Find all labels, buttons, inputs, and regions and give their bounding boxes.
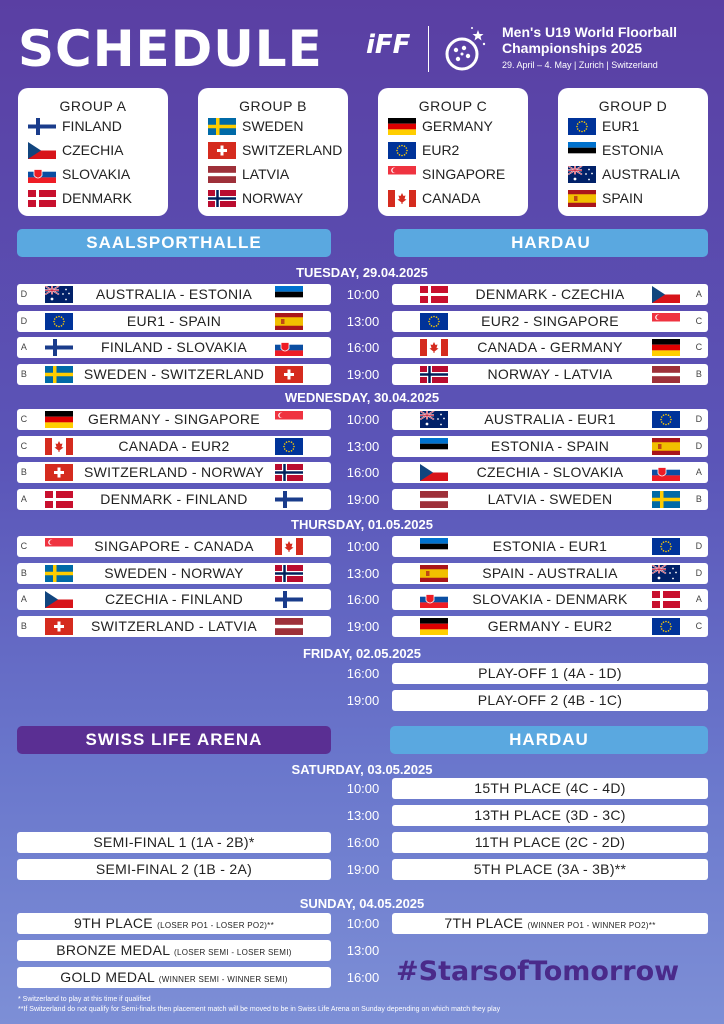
flag-de-icon (45, 411, 73, 428)
match-group: B (695, 368, 703, 379)
group-team (558, 162, 708, 186)
group-team (558, 138, 708, 162)
group-team (558, 114, 708, 138)
flag-sk-icon (28, 166, 56, 183)
group-title: GROUP D (598, 98, 668, 114)
group-team (18, 186, 168, 210)
match-label: SWITZERLAND - LATVIA (91, 617, 257, 634)
group-team (198, 138, 348, 162)
match-group: D (20, 289, 28, 299)
match-label: SINGAPORE - CANADA (94, 538, 254, 554)
match-label-main: 7TH PLACE (444, 915, 528, 931)
flag-ch-icon (208, 142, 236, 159)
flag-sg-icon (388, 166, 416, 183)
match-label: DENMARK - CZECHIA (475, 286, 625, 302)
flag-fi-icon (28, 118, 56, 135)
match-label: ESTONIA - SPAIN (490, 437, 610, 454)
match-time: 19:00 (346, 366, 380, 382)
team-name: DENMARK (62, 190, 133, 206)
flag-sg-icon (275, 411, 303, 428)
match-label-detail: (WINNER SEMI - WINNER SEMI) (158, 975, 288, 984)
match-label (17, 967, 331, 990)
flag-fi-icon (275, 591, 303, 608)
venue-hardau: HARDAU (394, 229, 708, 257)
flag-no-icon (420, 366, 448, 383)
logo-divider (428, 26, 429, 72)
match-row (17, 311, 331, 332)
iff-logo: iFF (366, 30, 411, 60)
flag-de-icon (388, 118, 416, 135)
flag-cz-icon (652, 286, 680, 303)
match-label: 15TH PLACE (4C - 4D) (474, 780, 626, 796)
flag-cz-icon (420, 464, 448, 481)
match-label: EUR1 - SPAIN (126, 312, 222, 329)
match-row (392, 311, 708, 332)
group-card (558, 88, 708, 216)
flag-dk-icon (652, 591, 680, 608)
match-label: LATVIA - SWEDEN (487, 490, 613, 507)
groups-panel (18, 88, 708, 216)
match-time: 19:00 (346, 618, 380, 634)
match-row (17, 462, 331, 483)
match-row (392, 663, 708, 684)
match-time: 10:00 (346, 287, 380, 302)
flag-de-icon (652, 339, 680, 356)
flag-ee-icon (568, 142, 596, 159)
match-time: 16:00 (346, 666, 380, 681)
venue-saalsporthalle: SAALSPORTHALLE (17, 229, 331, 257)
match-group: C (20, 541, 28, 551)
match-group: A (695, 467, 703, 477)
flag-sk-icon (420, 591, 448, 608)
flag-se-icon (45, 565, 73, 582)
match-row (17, 409, 331, 430)
team-name: CZECHIA (62, 142, 124, 158)
match-time: 10:00 (346, 412, 380, 427)
match-time: 13:00 (346, 943, 380, 958)
match-time: 16:00 (346, 592, 380, 607)
footnote-1: * Switzerland to play at this time if qualified (18, 996, 151, 1003)
match-label (392, 913, 708, 936)
group-team (198, 114, 348, 138)
match-row (392, 690, 708, 711)
group-team (18, 114, 168, 138)
match-group: D (695, 440, 703, 451)
group-title: GROUP A (59, 98, 127, 114)
team-name: EUR1 (602, 118, 640, 134)
match-row (392, 462, 708, 483)
flag-eu-icon (275, 438, 303, 455)
flag-no-icon (275, 464, 303, 481)
flag-au-icon (420, 411, 448, 428)
flag-sk-icon (275, 339, 303, 356)
match-label: GERMANY - SINGAPORE (88, 411, 260, 427)
match-time: 10:00 (346, 781, 380, 796)
match-label (17, 940, 331, 963)
venue-hardau-2: HARDAU (390, 726, 708, 754)
match-group: C (695, 342, 703, 352)
match-label: SLOVAKIA - DENMARK (472, 591, 628, 607)
flag-sg-icon (652, 313, 680, 330)
flag-es-icon (652, 438, 680, 455)
group-card (18, 88, 168, 216)
match-label: SWEDEN - SWITZERLAND (83, 365, 265, 382)
flag-ca-icon (275, 538, 303, 555)
match-row (392, 337, 708, 358)
match-time: 10:00 (346, 916, 380, 931)
match-time: 13:00 (346, 808, 380, 823)
match-group: C (695, 620, 703, 631)
match-label: FINLAND - SLOVAKIA (101, 339, 247, 355)
match-row (392, 616, 708, 637)
flag-de-icon (420, 618, 448, 635)
page-title: SCHEDULE (18, 20, 323, 78)
day-header: THURSDAY, 01.05.2025 (291, 517, 433, 532)
match-label: ESTONIA - EUR1 (492, 538, 608, 554)
team-name: AUSTRALIA (602, 166, 680, 182)
flag-eu-icon (568, 118, 596, 135)
team-name: SINGAPORE (422, 166, 506, 182)
match-row (392, 364, 708, 385)
flag-ch-icon (45, 464, 73, 481)
match-time: 19:00 (346, 693, 380, 708)
match-time: 19:00 (346, 862, 380, 877)
venue-swiss-life-arena: SWISS LIFE ARENA (17, 726, 331, 754)
match-label: SPAIN - AUSTRALIA (482, 564, 618, 581)
group-team (558, 186, 708, 210)
match-label-detail: (LOSER SEMI - LOSER SEMI) (173, 948, 292, 957)
match-row (392, 805, 708, 826)
match-time: 13:00 (346, 565, 380, 581)
match-group: A (695, 289, 703, 299)
flag-lv-icon (275, 618, 303, 635)
flag-au-icon (652, 565, 680, 582)
match-row (392, 778, 708, 799)
match-time: 16:00 (346, 465, 380, 480)
flag-lv-icon (208, 166, 236, 183)
match-row (17, 563, 331, 584)
match-label: SEMI-FINAL 2 (1B - 2A) (95, 861, 253, 877)
event-subtitle: 29. April – 4. May | Zurich | Switzerland (502, 60, 658, 70)
team-name: EUR2 (422, 142, 460, 158)
flag-cz-icon (45, 591, 73, 608)
match-label: DENMARK - FINLAND (100, 490, 248, 507)
match-label: SWITZERLAND - NORWAY (84, 464, 264, 480)
match-time: 16:00 (346, 835, 380, 850)
match-group: B (20, 467, 28, 477)
group-team (18, 162, 168, 186)
match-label: SWEDEN - NORWAY (104, 564, 244, 581)
match-label: CZECHIA - SLOVAKIA (476, 464, 624, 480)
flag-sg-icon (45, 538, 73, 555)
match-label-detail: (WINNER PO1 - WINNER PO2)** (527, 921, 656, 930)
flag-se-icon (208, 118, 236, 135)
match-label: NORWAY - LATVIA (487, 365, 613, 382)
flag-no-icon (275, 565, 303, 582)
match-row (392, 436, 708, 457)
match-label: CANADA - GERMANY (477, 339, 623, 355)
match-row (17, 489, 331, 510)
flag-eu-icon (652, 618, 680, 635)
group-team (198, 162, 348, 186)
flag-se-icon (652, 491, 680, 508)
floorball-icon (440, 26, 488, 74)
flag-eu-icon (388, 142, 416, 159)
match-row (17, 436, 331, 457)
flag-eu-icon (652, 538, 680, 555)
match-label (17, 913, 331, 936)
team-name: SLOVAKIA (62, 166, 131, 182)
day-header: TUESDAY, 29.04.2025 (296, 265, 428, 280)
flag-ca-icon (420, 339, 448, 356)
match-row (17, 859, 331, 880)
match-label: 11TH PLACE (2C - 2D) (474, 834, 626, 850)
match-label: AUSTRALIA - EUR1 (484, 411, 616, 427)
match-row (392, 589, 708, 610)
match-group: B (20, 368, 28, 379)
match-group: B (695, 493, 703, 504)
event-title: Men's U19 World Floorball Championships 2025 (502, 24, 677, 56)
group-team (18, 138, 168, 162)
match-row (17, 832, 331, 853)
match-time: 16:00 (346, 970, 380, 985)
flag-ee-icon (275, 286, 303, 303)
match-label: AUSTRALIA - ESTONIA (95, 286, 253, 302)
group-team (378, 162, 528, 186)
match-row (392, 536, 708, 557)
match-label: EUR2 - SINGAPORE (481, 312, 619, 329)
flag-fi-icon (275, 491, 303, 508)
match-group: A (20, 594, 28, 604)
match-label: SEMI-FINAL 1 (1A - 2B)* (93, 834, 255, 850)
flag-sk-icon (652, 464, 680, 481)
flag-cz-icon (28, 142, 56, 159)
match-label-main: GOLD MEDAL (60, 969, 159, 985)
match-group: A (695, 594, 703, 604)
day-header: SUNDAY, 04.05.2025 (299, 896, 425, 911)
flag-es-icon (568, 190, 596, 207)
match-label: 13TH PLACE (3D - 3C) (474, 807, 626, 823)
flag-au-icon (45, 286, 73, 303)
flag-ch-icon (275, 366, 303, 383)
match-time: 19:00 (346, 491, 380, 507)
match-row (17, 536, 331, 557)
match-row (17, 940, 331, 961)
match-row (17, 589, 331, 610)
group-team (378, 138, 528, 162)
match-label: PLAY-OFF 1 (4A - 1D) (478, 665, 622, 681)
match-row (392, 859, 708, 880)
flag-se-icon (45, 366, 73, 383)
match-group: A (20, 342, 28, 352)
team-name: SWITZERLAND (242, 142, 343, 158)
match-row (392, 832, 708, 853)
team-name: ESTONIA (602, 142, 664, 158)
team-name: CANADA (422, 190, 481, 206)
group-title: GROUP C (418, 98, 488, 114)
flag-fi-icon (45, 339, 73, 356)
group-title: GROUP B (239, 98, 307, 114)
match-time: 13:00 (346, 438, 380, 454)
team-name: GERMANY (422, 118, 493, 134)
match-row (17, 364, 331, 385)
flag-eu-icon (45, 313, 73, 330)
match-row (392, 913, 708, 934)
flag-lv-icon (652, 366, 680, 383)
flag-no-icon (208, 190, 236, 207)
day-header: WEDNESDAY, 30.04.2025 (284, 390, 440, 405)
hashtag: #StarsofTomorrow (396, 956, 680, 987)
match-label: 5TH PLACE (3A - 3B)** (473, 861, 627, 877)
group-card (378, 88, 528, 216)
match-label: GERMANY - EUR2 (487, 617, 613, 634)
match-time: 10:00 (346, 539, 380, 554)
flag-eu-icon (420, 313, 448, 330)
team-name: SWEDEN (242, 118, 304, 134)
match-group: D (20, 315, 28, 326)
match-row (392, 563, 708, 584)
flag-ee-icon (420, 538, 448, 555)
match-row (392, 489, 708, 510)
match-row (17, 967, 331, 988)
match-label-main: 9TH PLACE (73, 915, 158, 931)
team-name: LATVIA (242, 166, 290, 182)
match-label: CANADA - EUR2 (118, 437, 230, 454)
day-header: SATURDAY, 03.05.2025 (291, 762, 433, 777)
flag-ca-icon (388, 190, 416, 207)
group-card (198, 88, 348, 216)
flag-dk-icon (28, 190, 56, 207)
flag-es-icon (420, 565, 448, 582)
match-group: D (695, 414, 703, 424)
match-label-main: BRONZE MEDAL (56, 942, 174, 958)
day-header: FRIDAY, 02.05.2025 (302, 646, 422, 661)
match-group: C (20, 440, 28, 451)
flag-dk-icon (45, 491, 73, 508)
flag-lv-icon (420, 491, 448, 508)
match-group: D (695, 567, 703, 578)
flag-dk-icon (420, 286, 448, 303)
match-group: A (20, 493, 28, 504)
team-name: SPAIN (602, 190, 643, 206)
team-name: NORWAY (242, 190, 304, 206)
flag-es-icon (275, 313, 303, 330)
footnote-2: **If Switzerland do not qualify for Semi-finals then placement match will be moved to be in Swiss Life Arena on Sunday depending on which match they play (18, 1006, 501, 1013)
match-label: PLAY-OFF 2 (4B - 1C) (477, 692, 623, 708)
group-team (198, 186, 348, 210)
match-time: 16:00 (346, 340, 380, 355)
group-team (378, 114, 528, 138)
match-row (17, 284, 331, 305)
match-row (17, 337, 331, 358)
team-name: FINLAND (62, 118, 122, 134)
flag-au-icon (568, 166, 596, 183)
match-group: B (20, 620, 28, 631)
flag-ee-icon (420, 438, 448, 455)
match-row (392, 284, 708, 305)
match-group: C (695, 315, 703, 326)
match-row (392, 409, 708, 430)
match-row (17, 913, 331, 934)
match-group: B (20, 567, 28, 578)
flag-ch-icon (45, 618, 73, 635)
match-label-detail: (LOSER PO1 - LOSER PO2)** (157, 921, 274, 930)
group-team (378, 186, 528, 210)
match-time: 13:00 (346, 313, 380, 329)
flag-eu-icon (652, 411, 680, 428)
match-group: C (20, 414, 28, 424)
flag-ca-icon (45, 438, 73, 455)
match-label: CZECHIA - FINLAND (104, 591, 244, 607)
match-row (17, 616, 331, 637)
match-group: D (695, 541, 703, 551)
